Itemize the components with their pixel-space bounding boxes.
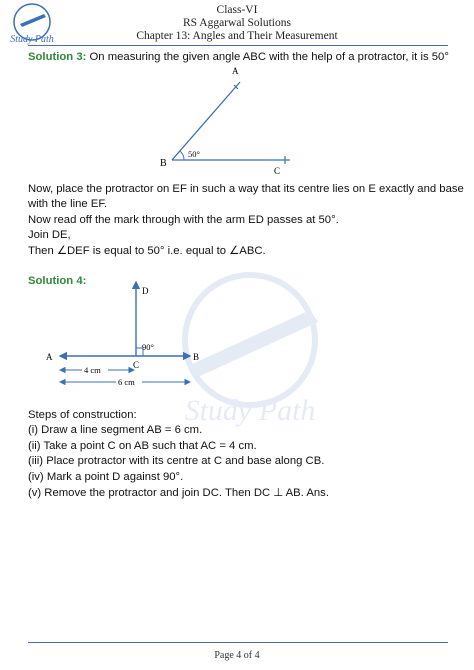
solution4-line-6: (v) Remove the protractor and join DC. Then DC ⊥ AB. Ans. bbox=[28, 487, 329, 499]
label-b4: B bbox=[193, 352, 200, 362]
footer-rule bbox=[28, 642, 448, 643]
label-6cm: 6 cm bbox=[118, 377, 135, 387]
solution4-line-5: (iv) Mark a point D against 90°. bbox=[28, 471, 184, 483]
watermark-text: Study Path bbox=[184, 394, 316, 427]
solution3-line-4: Join DE, bbox=[28, 229, 71, 241]
header-class: Class-VI bbox=[216, 4, 258, 16]
header-rule bbox=[28, 45, 448, 46]
solution3-label: Solution 3: bbox=[28, 51, 87, 63]
solution3-line-3: Now read off the mark through with the arm ED passes at 50°. bbox=[28, 214, 339, 226]
perpendicular-figure bbox=[40, 276, 220, 396]
label-b: B bbox=[160, 158, 167, 169]
label-c4: C bbox=[133, 360, 140, 370]
ray-ba bbox=[172, 82, 240, 160]
label-a: A bbox=[232, 66, 239, 76]
solution3-line-1: Now, place the protractor on EF in such a way that its centre lies on E exactly and base bbox=[28, 183, 464, 195]
solution4-line-1: Steps of construction: bbox=[28, 409, 137, 421]
solution3-line-5: Then ∠DEF is equal to 50° i.e. equal to ∠ABC. bbox=[28, 245, 266, 257]
logo-text: Study Path bbox=[10, 34, 54, 45]
label-d4: D bbox=[142, 286, 149, 296]
header-chapter: Chapter 13: Angles and Their Measurement bbox=[136, 30, 338, 42]
header-book: RS Aggarwal Solutions bbox=[183, 17, 291, 29]
angle-abc-figure bbox=[150, 62, 300, 174]
solution4-line-3: (ii) Take a point C on AB such that AC = 4 cm. bbox=[28, 440, 257, 452]
label-a4: A bbox=[46, 352, 53, 362]
solution3-line-2: with the line EF. bbox=[28, 198, 108, 210]
solution4-label: Solution 4: bbox=[28, 275, 87, 287]
label-angle-50: 50° bbox=[188, 149, 200, 159]
solution4-line-4: (iii) Place protractor with its centre at C and base along CB. bbox=[28, 455, 325, 467]
label-4cm: 4 cm bbox=[84, 365, 101, 375]
solution3-intro-text: On measuring the given angle ABC with the help of a protractor, it is 50° bbox=[89, 51, 449, 63]
label-c: C bbox=[274, 166, 281, 174]
label-angle-90: 90° bbox=[142, 342, 154, 352]
page-number: Page 4 of 4 bbox=[214, 650, 260, 661]
solution4-line-2: (i) Draw a line segment AB = 6 cm. bbox=[28, 424, 203, 436]
